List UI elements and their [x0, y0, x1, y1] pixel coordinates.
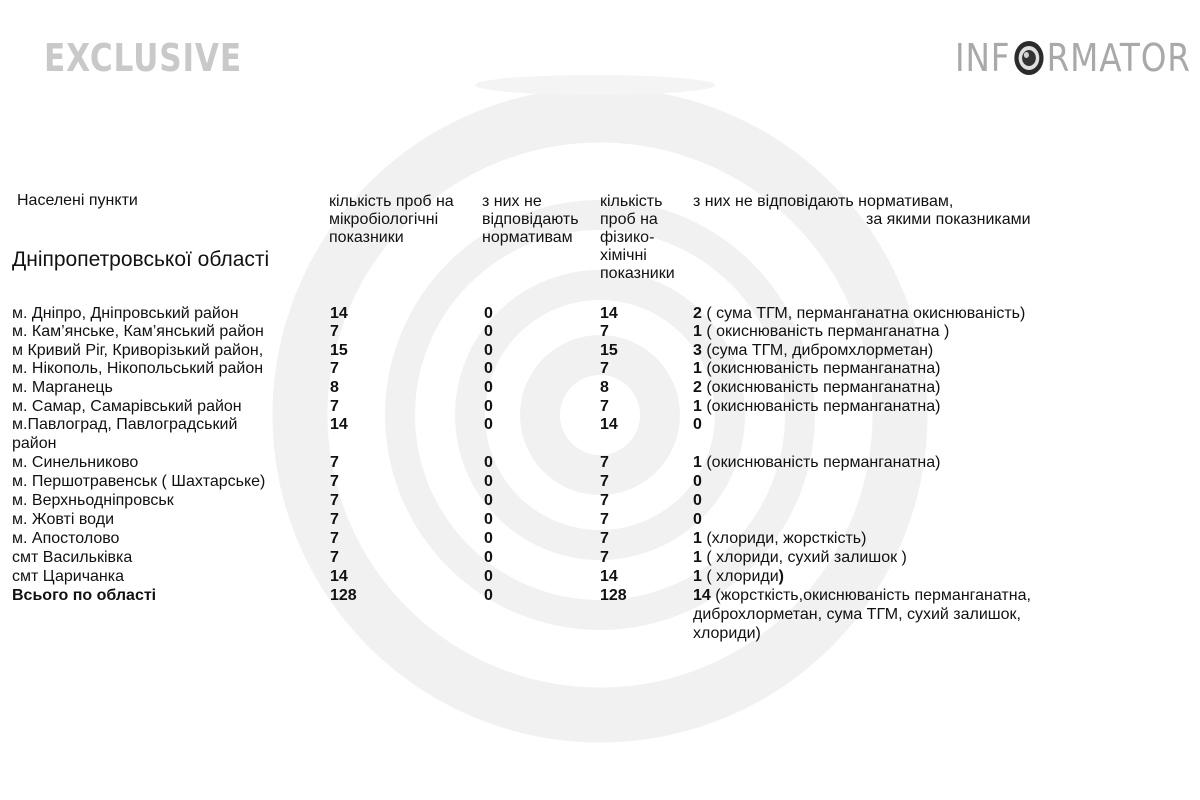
settlement-name: смт Царичанка: [12, 568, 125, 585]
header-micro-line1: кількість проб на: [329, 193, 454, 210]
header-phys-chem-samples: [600, 193, 675, 283]
header-settlements: Населені пункти: [17, 192, 138, 209]
indicators: [693, 397, 940, 416]
micro-count: 7: [330, 492, 339, 509]
fail-count: 0: [484, 549, 493, 566]
indicator-count: 3: [693, 342, 702, 359]
header-indicators-line1: з них не відповідають нормативам,: [693, 193, 954, 210]
table-row: [12, 529, 1192, 548]
settlement-name: м. Верхньодніпровськ: [12, 492, 174, 509]
table-row: [12, 322, 1192, 341]
total-indicator-count: 14: [693, 587, 711, 604]
settlement-name: м.Павлоград, Павлоградський: [12, 416, 238, 433]
fail-count: 0: [484, 530, 493, 547]
micro-count: 7: [330, 511, 339, 528]
phys-count: 7: [600, 492, 609, 509]
total-indicator-details-line1: (жорсткість,окиснюваність перманганатна,: [710, 587, 1031, 604]
phys-count: 7: [600, 398, 609, 415]
indicator-details-end: ): [778, 568, 784, 585]
micro-count: 7: [330, 398, 339, 415]
settlement-name-cont: район: [12, 435, 57, 452]
exclusive-label: EXCLUSIVE: [44, 36, 242, 80]
table-row: [12, 397, 1192, 416]
fail-count: 0: [484, 360, 493, 377]
fail-count: 0: [484, 342, 493, 359]
micro-count: 7: [330, 530, 339, 547]
indicator-count: 0: [693, 511, 702, 528]
micro-count: 14: [330, 305, 348, 322]
table-row: [12, 341, 1192, 360]
total-label: Всього по області: [12, 587, 157, 604]
header-region: Дніпропетровської області: [12, 248, 270, 271]
phys-count: 7: [600, 454, 609, 471]
header-nc-line3: нормативам: [482, 229, 573, 246]
indicator-count: 1: [693, 454, 702, 471]
total-indicator-details-line3: хлориди): [693, 625, 761, 642]
total-micro-count: 128: [330, 587, 357, 604]
fail-count: 0: [484, 305, 493, 322]
settlement-name: м. Синельниково: [12, 454, 139, 471]
settlement-name: м. Першотравенськ ( Шахтарське): [12, 473, 266, 490]
settlement-name: м Кривий Ріг, Криворізький район,: [12, 342, 264, 359]
header-phys-line5: показники: [600, 265, 675, 282]
header-micro-line3: показники: [329, 229, 404, 246]
fail-count: 0: [484, 454, 493, 471]
micro-count: 15: [330, 342, 348, 359]
total-phys-count: 128: [600, 587, 627, 604]
phys-count: 14: [600, 416, 618, 433]
indicators: [693, 378, 940, 397]
indicator-details: (окиснюваність перманганатна): [701, 398, 941, 415]
indicator-count: 0: [693, 492, 702, 509]
table-row: [12, 548, 1192, 567]
table-row: [12, 510, 1192, 529]
indicators: [693, 322, 949, 341]
fail-count: 0: [484, 473, 493, 490]
indicators: [693, 548, 907, 567]
indicator-count: 1: [693, 530, 702, 547]
indicator-details: (сума ТГМ, дибромхлорметан): [701, 342, 934, 359]
fail-count: 0: [484, 511, 493, 528]
indicator-count: 1: [693, 360, 702, 377]
indicator-count: 2: [693, 305, 702, 322]
micro-count: 7: [330, 549, 339, 566]
total-indicator-details-line2: диброхлорметан, сума ТГМ, сухий залишок,: [693, 606, 1021, 623]
micro-count: 7: [330, 323, 339, 340]
table-row: [12, 359, 1192, 378]
settlement-name: м. Нікополь, Нікопольський район: [12, 360, 264, 377]
indicator-details: (окиснюваність перманганатна): [701, 360, 941, 377]
phys-count: 15: [600, 342, 618, 359]
indicator-count: 1: [693, 549, 702, 566]
settlement-name: м. Марганець: [12, 379, 113, 396]
header-indicators-line2: за якими показниками: [866, 211, 1031, 228]
indicators: [693, 567, 784, 586]
indicator-details: ( сума ТГМ, перманганатна окиснюваність): [701, 305, 1026, 322]
header-phys-line3: фізико-: [600, 229, 655, 246]
table-row: [12, 453, 1192, 472]
indicator-details: (окиснюваність перманганатна): [701, 379, 941, 396]
header-micro-line2: мікробіологічні: [329, 211, 439, 228]
header-not-compliant: [482, 193, 579, 247]
indicator-details: ( хлориди: [701, 568, 779, 585]
indicators: [693, 415, 702, 434]
total-row: [12, 586, 1192, 643]
settlement-name: м. Апостолово: [12, 530, 120, 547]
indicator-details: (окиснюваність перманганатна): [701, 454, 941, 471]
fail-count: 0: [484, 398, 493, 415]
micro-count: 7: [330, 473, 339, 490]
settlement-name: м. Жовті води: [12, 511, 114, 528]
table-row: [12, 304, 1192, 323]
fail-count: 0: [484, 416, 493, 433]
table-row: [12, 378, 1192, 397]
header-phys-line4: хімічні: [600, 247, 647, 264]
phys-count: 7: [600, 530, 609, 547]
micro-count: 14: [330, 416, 348, 433]
phys-count: 7: [600, 511, 609, 528]
micro-count: 8: [330, 379, 339, 396]
micro-count: 14: [330, 568, 348, 585]
indicators: [693, 453, 940, 472]
header-phys-line2: проб на: [600, 211, 658, 228]
indicators: [693, 304, 1025, 323]
logo-text-left: INF: [955, 36, 1011, 80]
phys-count: 7: [600, 360, 609, 377]
settlement-name: м. Кам’янське, Кам’янський район: [12, 323, 264, 340]
settlement-name: м. Дніпро, Дніпровський район: [12, 305, 239, 322]
phys-count: 7: [600, 473, 609, 490]
settlement-name: м. Самар, Самарівський район: [12, 398, 242, 415]
table-row: [12, 491, 1192, 510]
phys-count: 7: [600, 549, 609, 566]
indicators: [693, 510, 702, 529]
indicators: [693, 341, 933, 360]
header-micro-samples: [329, 193, 454, 247]
indicator-details: ( хлориди, сухий залишок ): [701, 549, 907, 566]
header-nc-line2: відповідають: [482, 211, 579, 228]
micro-count: 7: [330, 360, 339, 377]
phys-count: 14: [600, 305, 618, 322]
table-row: [12, 567, 1192, 586]
header-nc-line1: з них не: [482, 193, 542, 210]
logo-text-right: RMATOR: [1046, 36, 1191, 80]
indicator-count: 1: [693, 398, 702, 415]
indicator-count: 1: [693, 568, 702, 585]
settlement-name: смт Васильківка: [12, 549, 133, 566]
total-indicators: [693, 586, 1031, 605]
fail-count: 0: [484, 379, 493, 396]
indicator-count: 2: [693, 379, 702, 396]
header-phys-line1: кількість: [600, 193, 663, 210]
fail-count: 0: [484, 323, 493, 340]
fail-count: 0: [484, 568, 493, 585]
indicator-details: ( окиснюваність перманганатна ): [701, 323, 950, 340]
indicator-count: 1: [693, 323, 702, 340]
phys-count: 7: [600, 323, 609, 340]
table-row: [12, 415, 1192, 453]
indicators: [693, 359, 940, 378]
indicator-details: (хлориди, жорсткість): [701, 530, 867, 547]
fail-count: 0: [484, 492, 493, 509]
total-fail-count: 0: [484, 587, 493, 604]
table-row: [12, 472, 1192, 491]
indicators: [693, 472, 702, 491]
phys-count: 14: [600, 568, 618, 585]
phys-count: 8: [600, 379, 609, 396]
indicator-count: 0: [693, 416, 702, 433]
indicator-count: 0: [693, 473, 702, 490]
indicators: [693, 529, 866, 548]
micro-count: 7: [330, 454, 339, 471]
indicators: [693, 491, 702, 510]
